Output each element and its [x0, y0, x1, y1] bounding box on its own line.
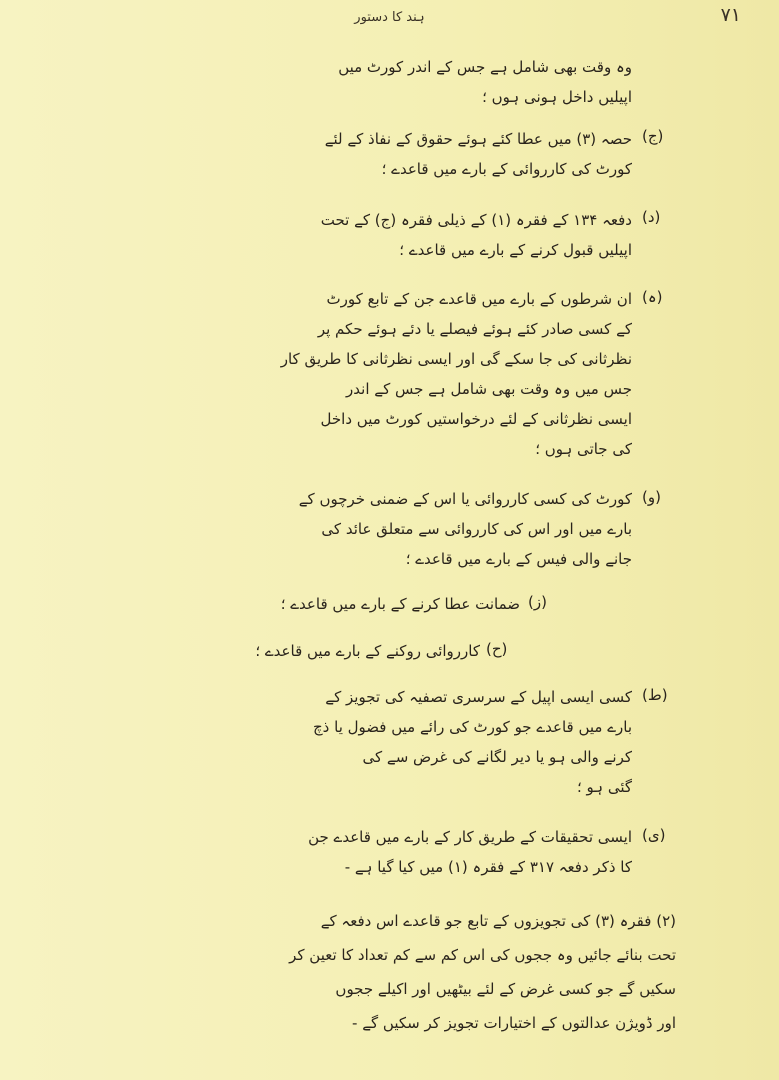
text-line: کا ذکر دفعہ ۳۱۷ کے فقرہ (۱) میں کیا گیا ہے -	[344, 858, 632, 876]
clause-ze	[220, 589, 520, 619]
text-line: جانے والی فیس کے بارے میں قاعدے ؛	[405, 550, 632, 568]
clause-toe	[104, 682, 632, 802]
clause-ye	[104, 822, 632, 882]
clause-marker-dal: (د)	[642, 208, 661, 226]
text-line: کرنے والی ہو یا دیر لگانے کی غرض سے کی	[362, 748, 632, 766]
text-line: اپیلیں داخل ہونی ہوں ؛	[482, 88, 632, 106]
clause-he	[104, 284, 632, 464]
text-line: حصہ (۳) میں عطا کئے ہوئے حقوق کے نفاذ کے لئے	[324, 130, 632, 148]
text-line: اور ڈویژن عدالتوں کے اختیارات تجویز کر سکیں گے -	[352, 1014, 676, 1032]
paragraph-continuation	[104, 52, 632, 112]
sub-article-2	[104, 904, 676, 1040]
text-line: ان شرطوں کے بارے میں قاعدے جن کے تابع کورٹ	[326, 290, 632, 308]
clause-marker-hay: (ح)	[486, 640, 508, 658]
text-line: ایسی نظرثانی کے لئے درخواستیں کورٹ میں داخل	[320, 410, 632, 428]
text-line: نظرثانی کی جا سکے گی اور ایسی نظرثانی کا طریق کار	[280, 350, 632, 368]
text-line: وہ وقت بھی شامل ہے جس کے اندر کورٹ میں	[338, 58, 632, 76]
text-line: سکیں گے جو کسی غرض کے لئے بیٹھیں اور اکیلے ججوں	[335, 980, 676, 998]
clause-marker-he: (ہ)	[642, 288, 663, 306]
text-line: ضمانت عطا کرنے کے بارے میں قاعدے ؛	[280, 595, 520, 613]
clause-marker-ye: (ی)	[642, 826, 666, 844]
clause-marker-toe: (ط)	[642, 686, 668, 704]
text-line: ایسی تحقیقات کے طریق کار کے بارے میں قاعدے جن	[308, 828, 632, 846]
text-line: کورٹ کی کسی کارروائی یا اس کے ضمنی خرچوں کے	[298, 490, 632, 508]
clause-marker-jeem: (ج)	[642, 127, 664, 145]
text-line: گئی ہو ؛	[576, 778, 632, 796]
text-line: کورٹ کی کارروائی کے بارے میں قاعدے ؛	[381, 160, 632, 178]
page-number: ۷۱	[720, 4, 741, 26]
clause-waw	[104, 484, 632, 574]
text-line: کسی ایسی اپیل کے سرسری تصفیہ کی تجویز کے	[325, 688, 632, 706]
text-line: (۲) فقرہ (۳) کی تجویزوں کے تابع جو قاعدے اس دفعہ کے	[320, 912, 676, 930]
clause-marker-ze: (ز)	[528, 593, 547, 611]
text-line: کی جاتی ہوں ؛	[535, 440, 632, 458]
text-line: تحت بنائے جائیں وہ ججوں کی اس کم سے کم تعداد کا تعین کر	[289, 946, 676, 964]
text-line: اپیلیں قبول کرنے کے بارے میں قاعدے ؛	[399, 241, 632, 259]
clause-jeem	[104, 124, 632, 184]
text-line: کارروائی روکنے کے بارے میں قاعدے ؛	[255, 642, 480, 660]
clause-hay	[200, 636, 480, 666]
text-line: دفعہ ۱۳۴ کے فقرہ (۱) کے ذیلی فقرہ (ج) کے تحت	[320, 211, 632, 229]
clause-marker-waw: (و)	[642, 488, 661, 506]
text-line: جس میں وہ وقت بھی شامل ہے جس کے اندر	[346, 380, 632, 398]
clause-dal	[104, 205, 632, 265]
text-line: بارے میں قاعدے جو کورٹ کی رائے میں فضول یا ذچ	[313, 718, 632, 736]
text-line: کے کسی صادر کئے ہوئے فیصلے یا دئے ہوئے حکم پر	[317, 320, 632, 338]
running-header: ہند کا دستور	[354, 10, 425, 25]
text-line: بارے میں اور اس کی کارروائی سے متعلق عائد کی	[321, 520, 632, 538]
